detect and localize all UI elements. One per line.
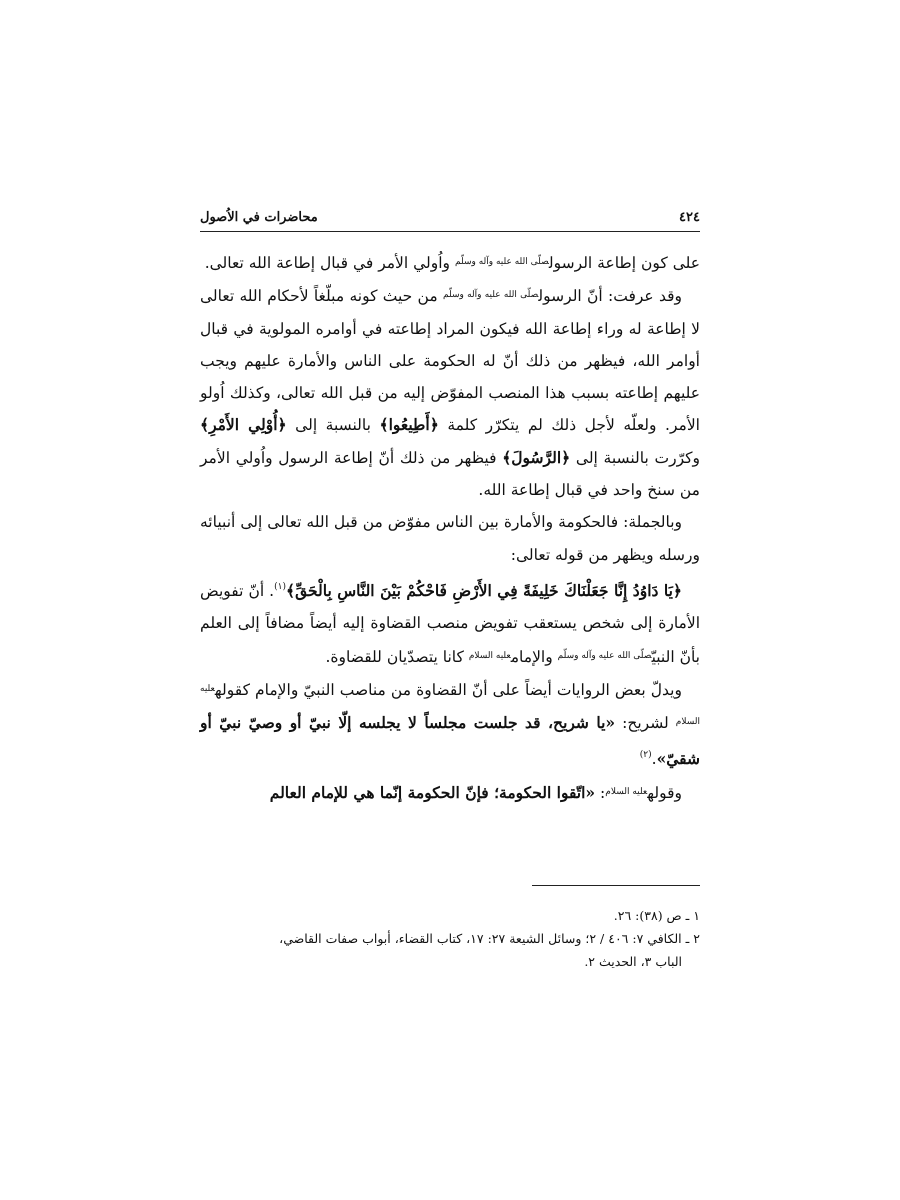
book-title: محاضرات في الاُصول [200,210,318,225]
honorific-prophet: صلّى الله عليه وآله وسلّم [557,650,652,661]
footnote-2: ٢ ـ الكافي ٧: ٤٠٦ / ٢؛ وسائل الشيعة ٢٧: ١٧، كتاب القضاء، أبواب صفات القاضي، [279,931,700,946]
footnote-2-continued: الباب ٣، الحديث ٢. [584,954,682,969]
header-rule [200,231,700,232]
honorific-imam: عليه السلام [468,650,511,661]
footnotes [200,904,700,973]
hadith-quote: «اتّقوا الحكومة؛ فإنّ الحكومة إنّما هي للإمام العالم [269,782,596,802]
quran-quote: ﴿الرَّسُولَ﴾ [502,447,571,467]
page-number: ٤٢٤ [679,210,700,225]
paragraph-6: وقوله$^{عليه السلام}$: «اتّقوا الحكومة؛ فإنّ الحكومة إنّما هي للإمام العالم [269,782,682,802]
footnote-rule [532,885,700,886]
quran-verse: ﴿يَا دَاوُدُ إِنَّا جَعَلْنَاكَ خَلِيفَةً فِي الأَرْضِ فَاحْكُمْ بَيْنَ النَّاسِ بِالْحَقِّ﴾ [286,580,683,600]
paragraph-3: وبالجملة: فالحكومة والأمارة بين الناس مفوّض من قبل الله تعالى إلى أنبيائه ورسله ويظهر من قوله تعالى: [200,513,700,564]
honorific-imam: عليه السلام [200,683,700,728]
hadith-quote: «يا شريح، قد جلست مجلساً لا يجلسه إلّا نبيّ أو وصيّ نبيّ أو شقيّ» [200,713,700,769]
honorific-prophet: صلّى الله عليه وآله وسلّم [442,290,539,301]
paragraph-2: وقد عرفت: أنّ الرسول$^{صلّى الله عليه وآله وسلّم}$ من حيث كونه مبلّغاً لأحكام الله تعالى لا إطاعة له وراء إطاعة الله فيكون المراد إطاعته في أوامره المولوية في قبال أوامر الله، فيظهر من ذلك أنّ له الحكومة على الناس والأمارة عليهم ويجب عليهم إطاعته بسبب هذا المنصب المفوّض إليه من قبل الله تعالى، وكذلك اُولو الأمر. ولعلّه لأجل ذلك لم يتكرّر كلمة ﴿أَطِيعُوا﴾ بالنسبة إلى ﴿أُوْلِي الأَمْرِ﴾ وكرّرت بالنسبة إلى ﴿الرَّسُولَ﴾ فيظهر من ذلك أنّ إطاعة الرسول واُولي الأمر من سنخ واحد في قبال إطاعة الله. [200,287,700,500]
paragraph-5: ويدلّ بعض الروايات أيضاً على أنّ القضاوة من مناصب النبيّ والإمام كقوله$^{عليه السلام}$ لشريح: «يا شريح، قد جلست مجلساً لا يجلسه إلّا نبيّ أو وصيّ نبيّ أو شقيّ».$^{(٢)}$ [200,680,700,769]
quran-quote: ﴿أَطِيعُوا﴾ [379,415,439,435]
main-text [200,246,700,809]
footnote-1: ١ ـ ص (٣٨): ٢٦. [613,908,700,923]
footnote-marker-1[interactable]: (١) [274,581,286,592]
paragraph-1: على كون إطاعة الرسول$^{صلّى الله عليه وآله وسلّم}$ واُولي الأمر في قبال إطاعة الله تعالى. [204,254,700,272]
honorific-prophet: صلّى الله عليه وآله وسلّم [454,257,549,267]
quran-quote: ﴿أُوْلِي الأَمْرِ﴾ [200,415,287,435]
running-header [200,203,700,225]
document-page [200,0,700,1200]
honorific-imam: عليه السلام [605,786,648,797]
footnote-marker-2[interactable]: (٢) [639,750,652,761]
paragraph-4: ﴿يَا دَاوُدُ إِنَّا جَعَلْنَاكَ خَلِيفَةً فِي الأَرْضِ فَاحْكُمْ بَيْنَ النَّاسِ بِالْحَقِّ﴾$^{(١)}$. أنّ تفويض الأمارة إلى شخص يستعقب تفويض منصب القضاوة إليه أيضاً مضافاً إلى العلم بأنّ النبيّ$^{صلّى الله عليه وآله وسلّم}$ والإمام$^{عليه السلام}$ كانا يتصدّيان للقضاوة. [200,580,700,666]
